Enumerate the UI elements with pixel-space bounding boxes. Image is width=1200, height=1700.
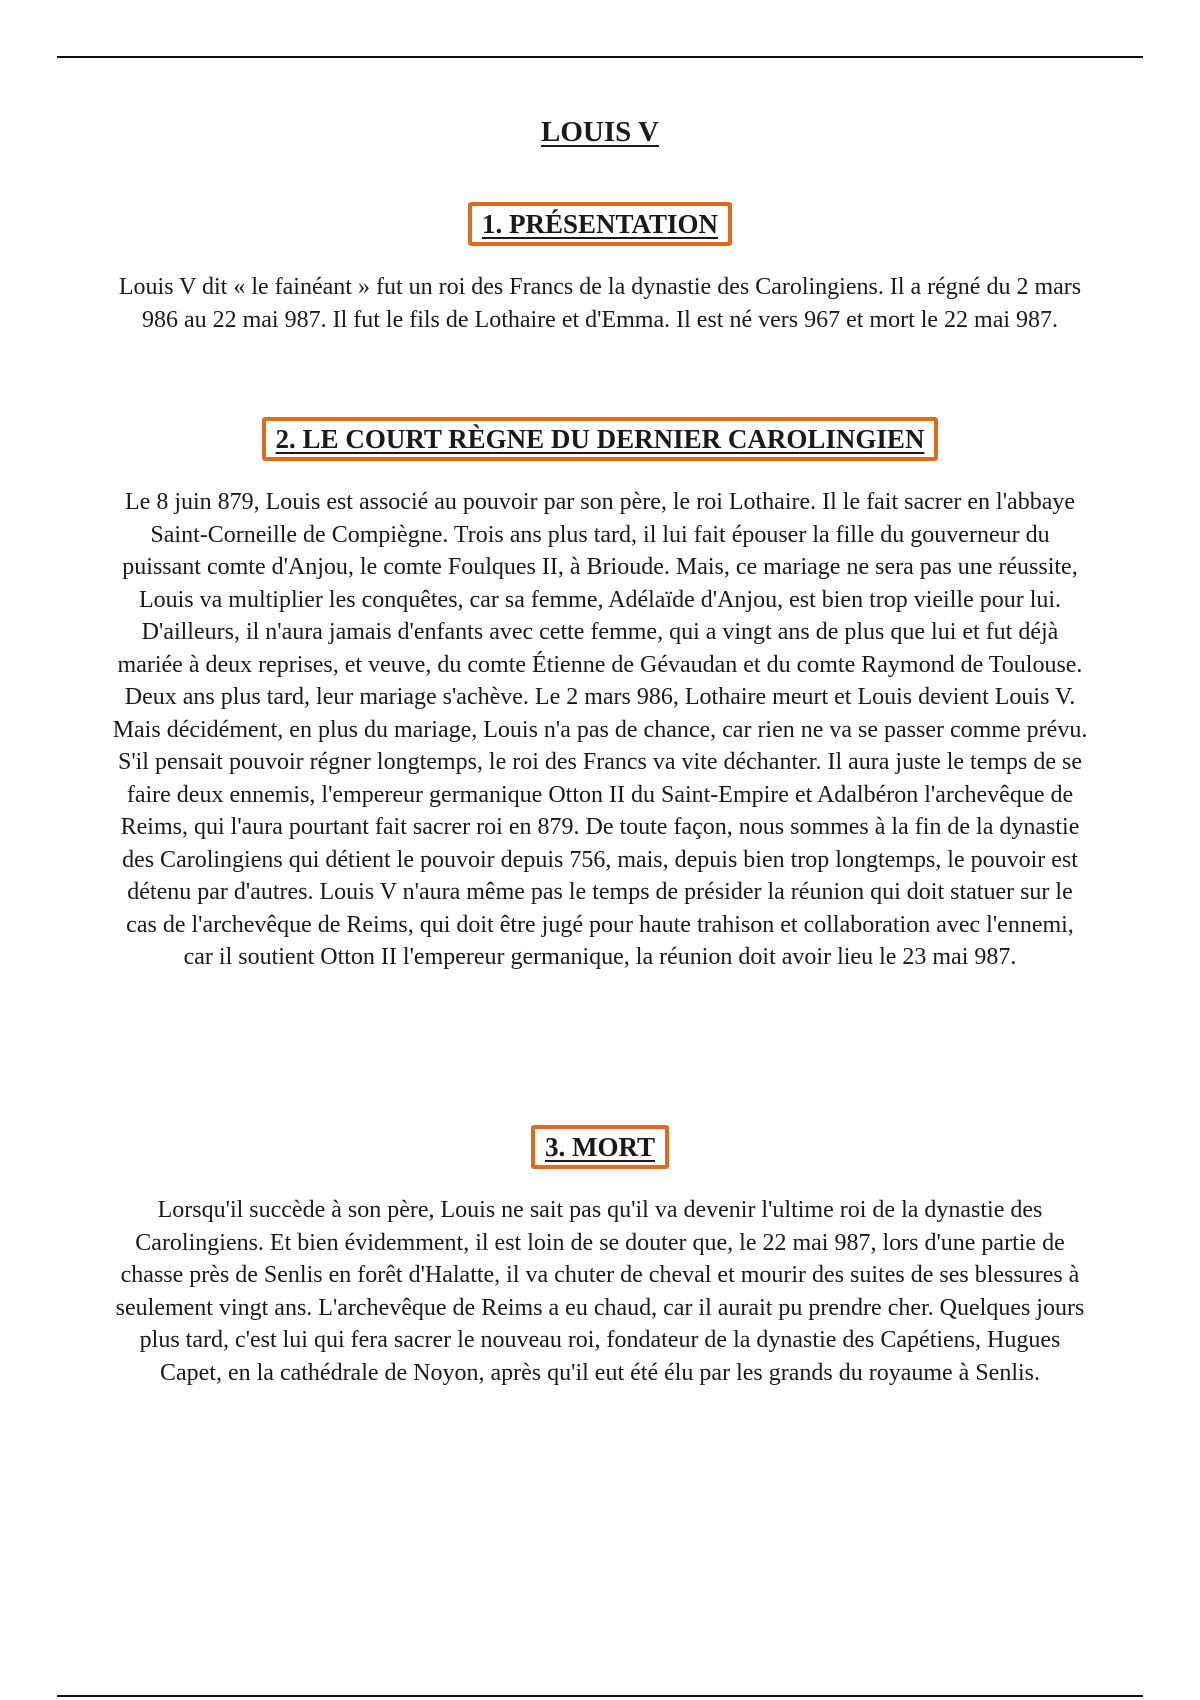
section-heading-box: 2. LE COURT RÈGNE DU DERNIER CAROLINGIEN: [262, 417, 939, 461]
section-heading-mort: [0, 1125, 1200, 1169]
section-heading-presentation: [0, 202, 1200, 246]
section-paragraph-mort: Lorsqu'il succède à son père, Louis ne sait pas qu'il va devenir l'ultime roi de la dynastie des Carolingiens. Et bien évidemment, il est loin de se douter que, le 22 mai 987, lors d'une partie de chasse près de Senlis en forêt d'Halatte, il va chuter de cheval et mourir des suites de ses blessures à seulement vingt ans. L'archevêque de Reims a eu chaud, car il aurait pu prendre cher. Quelques jours plus tard, c'est lui qui fera sacrer le nouveau roi, fondateur de la dynastie des Capétiens, Hugues Capet, en la cathédrale de Noyon, après qu'il eut été élu par les grands du royaume à Senlis.: [115, 1197, 1085, 1386]
section-paragraph-presentation: Louis V dit « le fainéant » fut un roi des Francs de la dynastie des Carolingiens. Il a régné du 2 mars 986 au 22 mai 987. Il fut le fils de Lothaire et d'Emma. Il est né vers 967 et mort le 22 mai 987.: [118, 274, 1082, 333]
section-heading-box: 1. PRÉSENTATION: [468, 202, 732, 246]
page-title: LOUIS V: [541, 116, 659, 148]
section-heading-box: 3. MORT: [531, 1125, 669, 1169]
top-rule: [57, 56, 1143, 58]
bottom-rule: [57, 1695, 1143, 1697]
section-paragraph-court-regne: Le 8 juin 879, Louis est associé au pouvoir par son père, le roi Lothaire. Il le fait sacrer en l'abbaye Saint-Corneille de Compiègne. Trois ans plus tard, il lui fait épouser la fille du gouverneur du puissant comte d'Anjou, le comte Foulques II, à Brioude. Mais, ce mariage ne sera pas une réussite, Louis va multiplier les conquêtes, car sa femme, Adélaïde d'Anjou, est bien trop vieille pour lui. D'ailleurs, il n'aura jamais d'enfants avec cette femme, qui a vingt ans de plus que lui et fut déjà mariée à deux reprises, et veuve, du comte Étienne de Gévaudan et du comte Raymond de Toulouse. Deux ans plus tard, leur mariage s'achève. Le 2 mars 986, Lothaire meurt et Louis devient Louis V. Mais décidément, en plus du mariage, Louis n'a pas de chance, car rien ne va se passer comme prévu. S'il pensait pouvoir régner longtemps, le roi des Francs va vite déchanter. Il aura juste le temps de se faire deux ennemis, l'empereur germanique Otton II du Saint-Empire et Adalbéron l'archevêque de Reims, qui l'aura pourtant fait sacrer roi en 879. De toute façon, nous sommes à la fin de la dynastie des Carolingiens qui détient le pouvoir depuis 756, mais, depuis bien trop longtemps, le pouvoir est détenu par d'autres. Louis V n'aura même pas le temps de présider la réunion qui doit statuer sur le cas de l'archevêque de Reims, qui doit être jugé pour haute trahison et collaboration avec l'ennemi, car il soutient Otton II l'empereur germanique, la réunion doit avoir lieu le 23 mai 987.: [112, 489, 1088, 970]
section-heading-court-regne: [0, 417, 1200, 461]
